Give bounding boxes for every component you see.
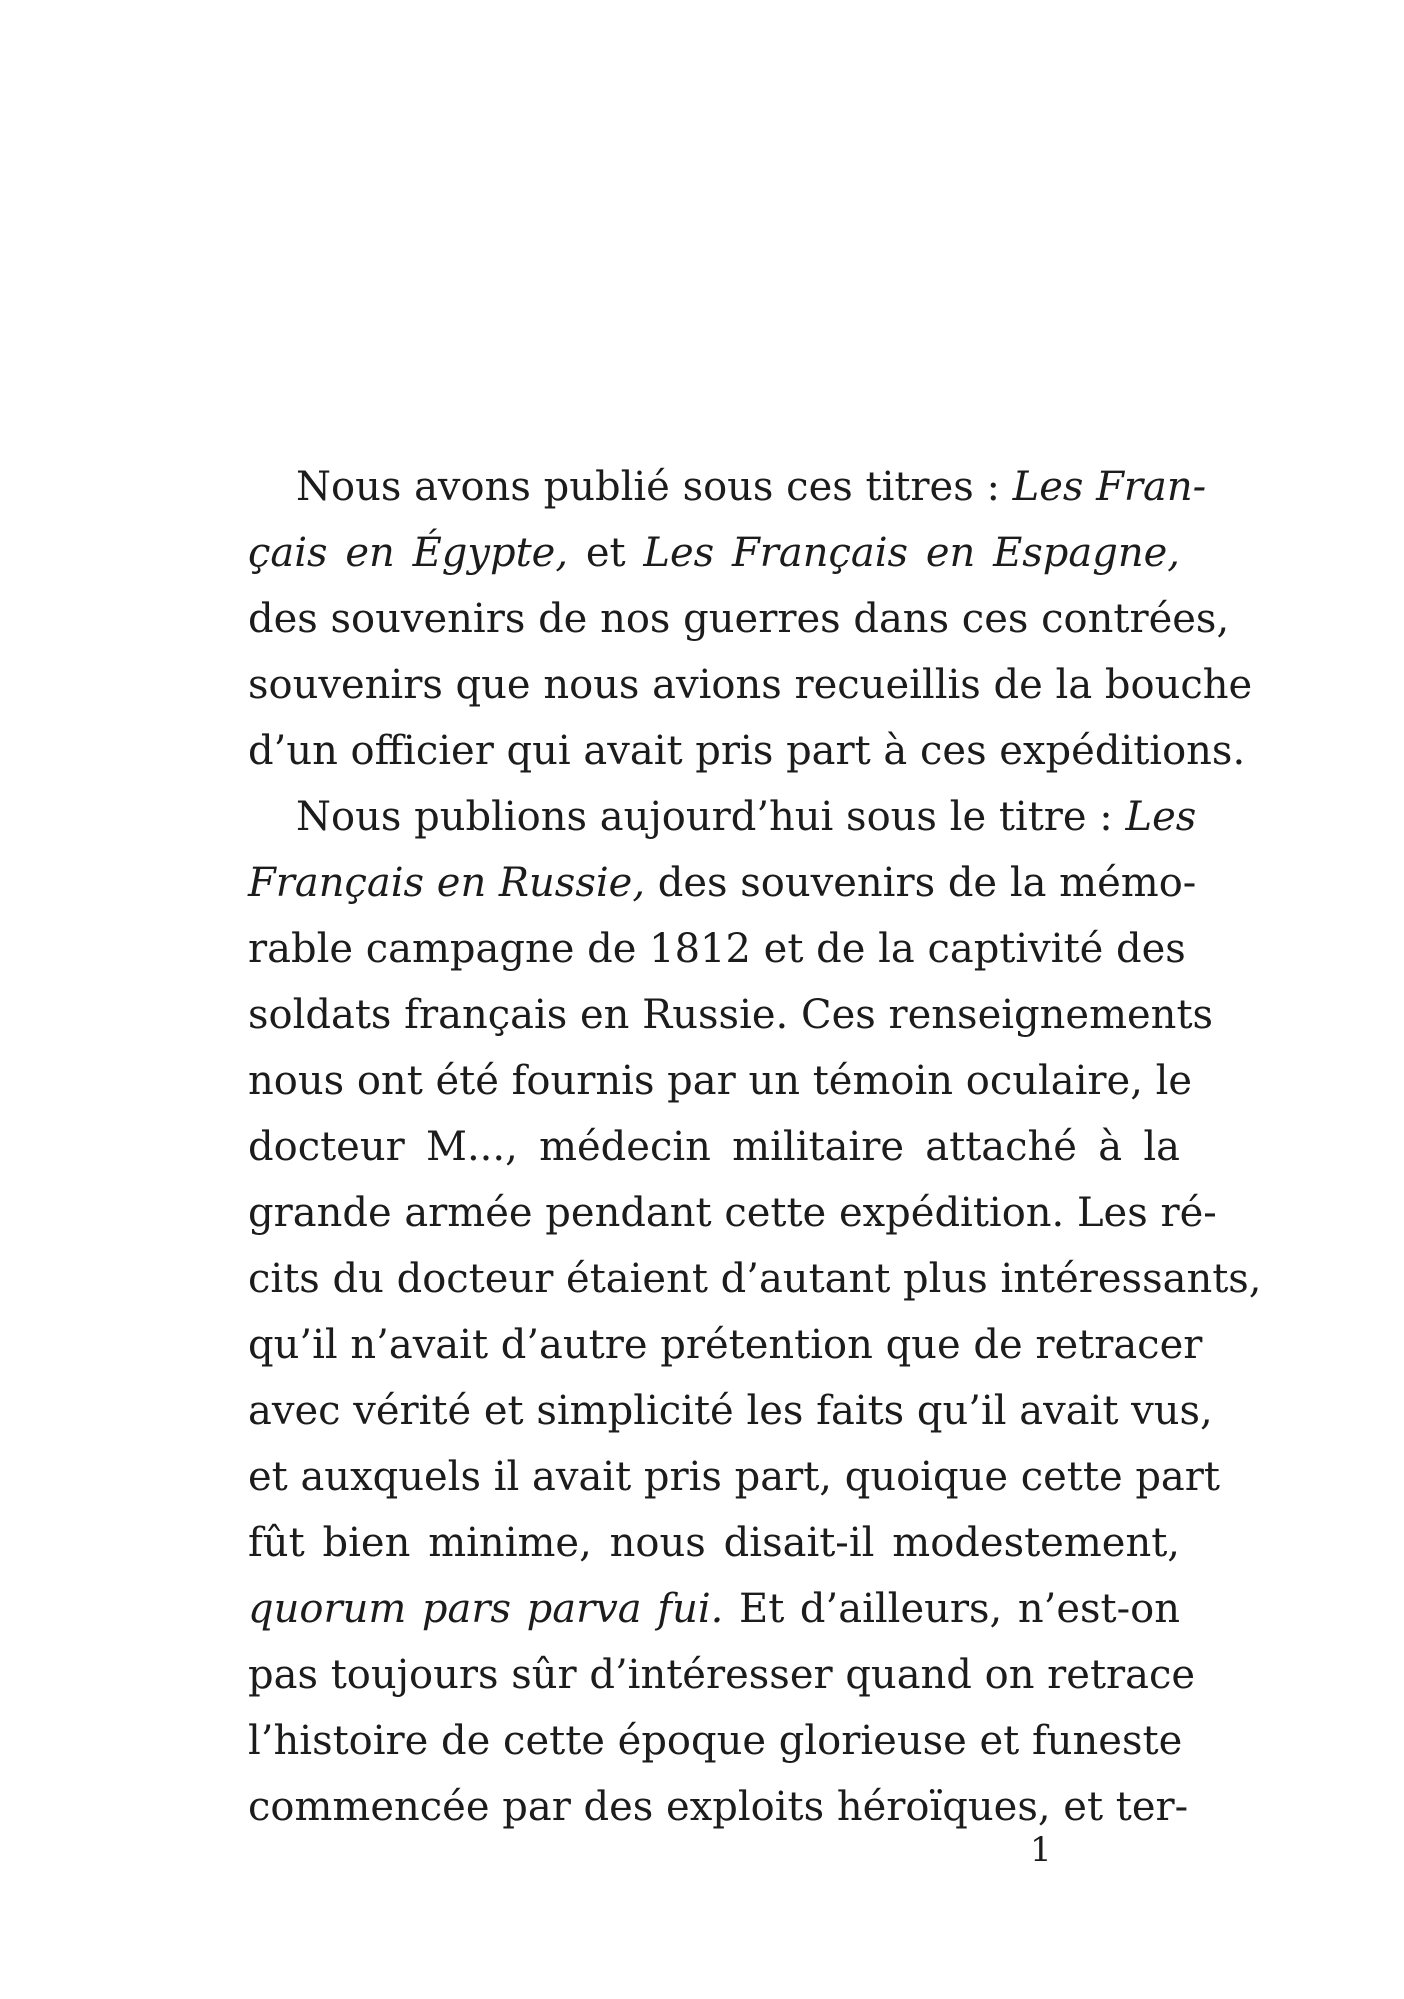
text-line: soldats français en Russie. Ces renseignements: [248, 992, 1214, 1038]
text-line: Nous avons publié sous ces titres : Les Fran-: [296, 464, 1207, 510]
text-line: qu’il n’avait d’autre prétention que de retracer: [248, 1322, 1203, 1368]
text-line: commencée par des exploits héroïques, et ter-: [248, 1784, 1189, 1830]
text-line: nous ont été fournis par un témoin oculaire, le: [248, 1058, 1193, 1104]
page-number: 1: [1030, 1830, 1052, 1870]
text-line: rable campagne de 1812 et de la captivité des: [248, 926, 1186, 972]
body-text: [248, 454, 1262, 1840]
text-line: fût bien minime, nous disait-il modestement,: [248, 1520, 1180, 1566]
text-line: çais en Égypte, et Les Français en Espagne,: [248, 530, 1180, 576]
text-line: grande armée pendant cette expédition. Les ré-: [248, 1190, 1217, 1236]
text-line: souvenirs que nous avions recueillis de la bouche: [248, 662, 1253, 708]
text-line: cits du docteur étaient d’autant plus intéressants,: [248, 1256, 1262, 1302]
text-line: d’un officier qui avait pris part à ces expéditions.: [248, 728, 1246, 774]
text-line: quorum pars parva fui. Et d’ailleurs, n’est-on: [248, 1586, 1180, 1632]
text-line: Français en Russie, des souvenirs de la mémo-: [248, 860, 1197, 906]
text-line: docteur M..., médecin militaire attaché à la: [248, 1124, 1180, 1170]
text-line: avec vérité et simplicité les faits qu’il avait vus,: [248, 1388, 1213, 1434]
text-line: l’histoire de cette époque glorieuse et funeste: [248, 1718, 1183, 1764]
text-line: pas toujours sûr d’intéresser quand on retrace: [248, 1652, 1196, 1698]
text-line: des souvenirs de nos guerres dans ces contrées,: [248, 596, 1230, 642]
text-line: et auxquels il avait pris part, quoique cette part: [248, 1454, 1220, 1500]
text-line: Nous publions aujourd’hui sous le titre : Les: [296, 794, 1197, 840]
